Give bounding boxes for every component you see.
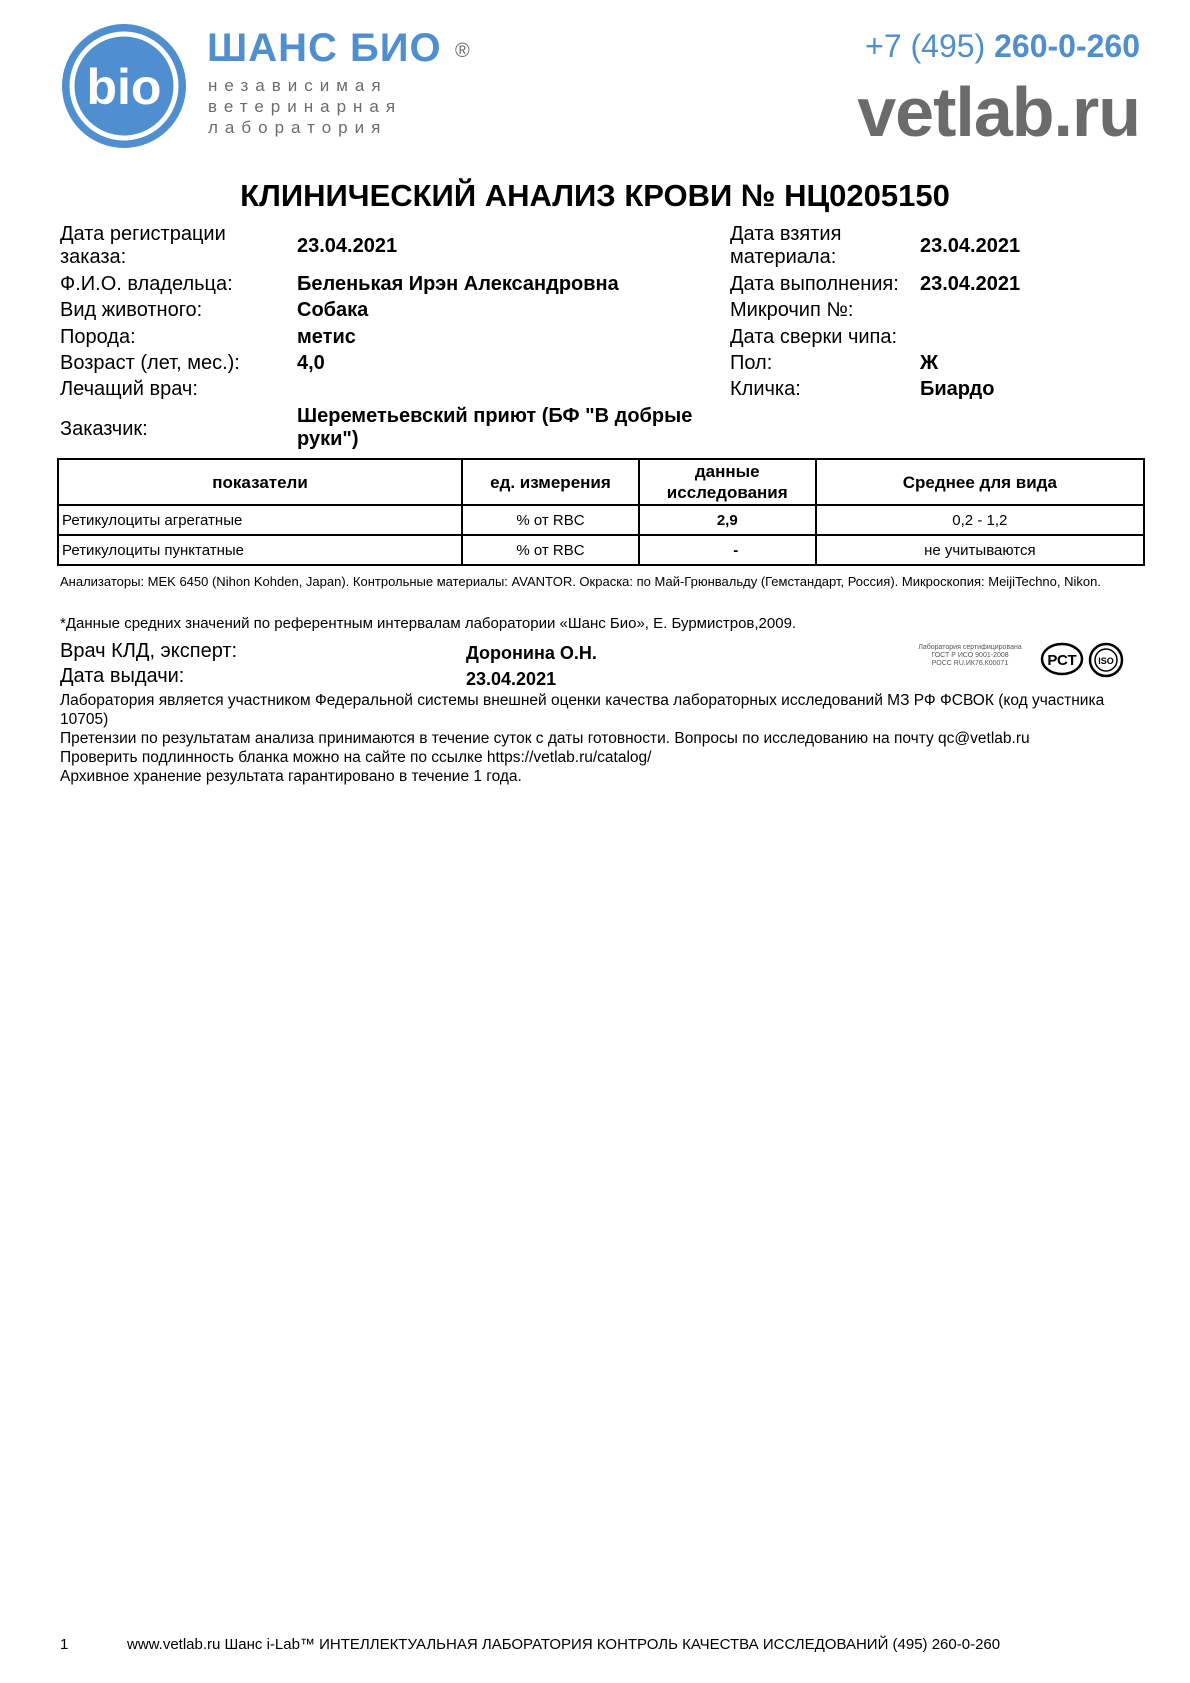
col-header-unit: ед. измерения [462, 459, 639, 505]
sex-label: Пол: [730, 352, 773, 374]
phone-number: 260-0-260 [994, 28, 1140, 64]
sex-value: Ж [920, 352, 939, 374]
expert-value: Доронина О.Н. [466, 643, 597, 663]
cert-line-3: РОСС RU.ИК76.К00071 [931, 660, 1009, 667]
issue-date-label: Дата выдачи: [60, 665, 185, 687]
chip-check-date-label: Дата сверки чипа: [730, 326, 898, 348]
customer-label: Заказчик: [60, 418, 148, 440]
table-header-row [58, 459, 1144, 505]
disclaimer-line: Проверить подлинность бланка можно на сайте по ссылке https://vetlab.ru/catalog/ [60, 749, 652, 766]
row-parameter: Ретикулоциты агрегатные [58, 505, 462, 535]
row-unit: % от RBC [462, 535, 639, 565]
disclaimer-line: Лаборатория является участником Федеральной системы внешней оценки качества лабораторных исследований МЗ РФ ФСВОК (код участника 10705) [60, 692, 1105, 728]
reference-note: *Данные средних значений по референтным интервалам лаборатории «Шанс Био», Е. Бурмистров,2009. [60, 615, 797, 632]
col-header-norm: Среднее для вида [816, 459, 1144, 505]
registration-date-value: 23.04.2021 [297, 235, 398, 257]
age-value: 4,0 [297, 352, 325, 374]
registered-mark: ® [455, 40, 470, 62]
table-row [58, 535, 1144, 565]
brand-name: ШАНС БИО [207, 26, 442, 70]
site-logo[interactable]: vetlab.ru [857, 73, 1140, 151]
species-value: Собака [297, 299, 369, 321]
iso-mark-text: ISO [1098, 656, 1114, 666]
completion-date-label: Дата выполнения: [730, 273, 899, 295]
rst-mark-icon [1040, 642, 1084, 676]
row-norm: 0,2 - 1,2 [816, 505, 1144, 535]
table-row [58, 505, 1144, 535]
header-phone[interactable] [865, 28, 1140, 65]
brand-subtitle-line-2: ветеринарная [208, 97, 403, 116]
customer-value: Шереметьевский приют (БФ "В добрые руки") [297, 405, 693, 450]
row-result: - [639, 535, 816, 565]
results-table [57, 458, 1145, 566]
sample-date-value: 23.04.2021 [920, 235, 1021, 257]
cert-line-1: Лаборатория сертифицирована [918, 644, 1022, 651]
rst-mark-text: РСТ [1047, 652, 1077, 669]
row-unit: % от RBC [462, 505, 639, 535]
phone-prefix: +7 (495) [865, 28, 986, 64]
breed-value: метис [297, 326, 356, 348]
brand-subtitle-line-1: независимая [208, 76, 388, 95]
issue-date-value: 23.04.2021 [466, 669, 557, 689]
completion-date-value: 23.04.2021 [920, 273, 1021, 295]
species-label: Вид животного: [60, 299, 203, 321]
disclaimer-line: Претензии по результатам анализа принимаются в течение суток с даты готовности. Вопросы по исследованию на почту qc@vetlab.ru [60, 730, 1030, 747]
row-parameter: Ретикулоциты пунктатные [58, 535, 462, 565]
sample-date-label: Дата взятия материала: [730, 223, 842, 268]
registration-date-label: Дата регистрации заказа: [60, 223, 226, 268]
page-footer: www.vetlab.ru Шанс i-Lab™ ИНТЕЛЛЕКТУАЛЬНАЯ ЛАБОРАТОРИЯ КОНТРОЛЬ КАЧЕСТВА ИССЛЕДОВАНИЙ (495) 260-0-260 [127, 1636, 1001, 1653]
col-header-parameter: показатели [58, 459, 462, 505]
brand-logo [60, 22, 188, 150]
row-norm: не учитываются [816, 535, 1144, 565]
iso-mark-icon [1088, 642, 1124, 678]
owner-label: Ф.И.О. владельца: [60, 273, 233, 295]
age-label: Возраст (лет, мес.): [60, 352, 240, 374]
document-title: КЛИНИЧЕСКИЙ АНАЛИЗ КРОВИ № НЦ0205150 [240, 178, 950, 213]
breed-label: Порода: [60, 326, 136, 348]
page-number: 1 [60, 1636, 69, 1653]
row-result: 2,9 [639, 505, 816, 535]
cert-line-2: ГОСТ Р ИСО 9001-2008 [931, 652, 1009, 659]
col-header-result: данные исследования [639, 459, 816, 505]
disclaimer-block [60, 691, 1150, 786]
doctor-label: Лечащий врач: [60, 378, 198, 400]
microchip-label: Микрочип №: [730, 299, 854, 321]
brand-subtitle-line-3: лаборатория [208, 118, 388, 137]
owner-value: Беленькая Ирэн Александровна [297, 273, 619, 295]
brand-logo-text: bio [86, 59, 162, 115]
nickname-value: Биардо [920, 378, 995, 400]
analyzers-note: Анализаторы: MEK 6450 (Nihon Kohden, Japan). Контрольные материалы: AVANTOR. Окраска: по Май-Грюнвальду (Гемстандарт, Россия). Микроскопия: MeijiTechno, Nikon. [60, 574, 1101, 589]
disclaimer-line: Архивное хранение результата гарантировано в течение 1 года. [60, 768, 522, 785]
expert-label: Врач КЛД, эксперт: [60, 640, 238, 662]
nickname-label: Кличка: [730, 378, 801, 400]
